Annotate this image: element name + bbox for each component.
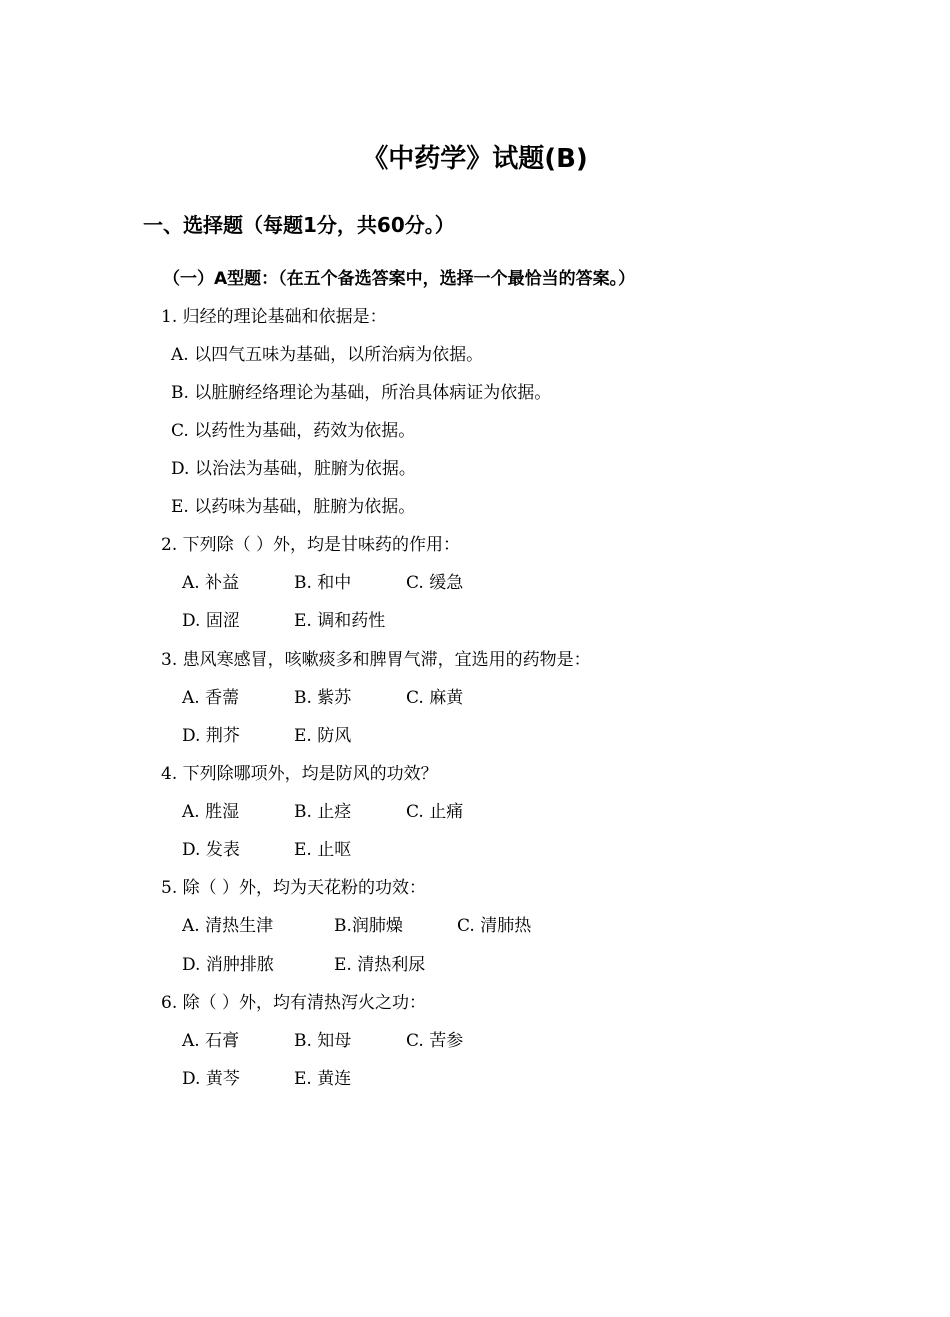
question-5-option-e: E. 清热利尿 bbox=[334, 955, 426, 975]
question-3-option-c: C. 麻黄 bbox=[406, 688, 464, 708]
question-2-option-a: A. 补益 bbox=[182, 573, 240, 593]
question-2-option-b: B. 和中 bbox=[294, 573, 352, 593]
question-2-option-e: E. 调和药性 bbox=[294, 611, 386, 631]
question-4-option-a: A. 胜湿 bbox=[182, 802, 240, 822]
question-6-option-a: A. 石膏 bbox=[182, 1031, 240, 1051]
question-3-option-b: B. 紫苏 bbox=[294, 688, 352, 708]
question-4-option-c: C. 止痛 bbox=[406, 802, 464, 822]
question-1-stem: 1. 归经的理论基础和依据是： bbox=[161, 307, 387, 327]
question-3-option-e: E. 防风 bbox=[294, 726, 352, 746]
question-2-option-c: C. 缓急 bbox=[406, 573, 464, 593]
question-5-option-b: B.润肺燥 bbox=[334, 916, 403, 936]
question-2-option-d: D. 固涩 bbox=[182, 611, 240, 631]
question-3-option-d: D. 荆芥 bbox=[182, 726, 240, 746]
question-5-option-a: A. 清热生津 bbox=[182, 916, 274, 936]
section-heading: 一、选择题（每题1分，共60分。） bbox=[143, 213, 455, 237]
question-4-option-b: B. 止痉 bbox=[294, 802, 352, 822]
subsection-heading: （一）A型题：（在五个备选答案中，选择一个最恰当的答案。） bbox=[163, 269, 636, 289]
question-1-option-d: D. 以治法为基础，脏腑为依据。 bbox=[171, 459, 416, 479]
question-5-option-d: D. 消肿排脓 bbox=[182, 955, 274, 975]
question-6-option-e: E. 黄连 bbox=[294, 1069, 352, 1089]
question-6-stem: 6. 除（ ）外，均有清热泻火之功： bbox=[161, 993, 427, 1013]
document-title: 《中药学》试题(B) bbox=[362, 144, 588, 174]
question-1-option-b: B. 以脏腑经络理论为基础，所治具体病证为依据。 bbox=[171, 383, 552, 403]
question-1-option-c: C. 以药性为基础，药效为依据。 bbox=[171, 421, 416, 441]
question-6-option-c: C. 苦参 bbox=[406, 1031, 464, 1051]
question-3-option-a: A. 香薷 bbox=[182, 688, 240, 708]
question-1-option-a: A. 以四气五味为基础，以所治病为依据。 bbox=[171, 345, 484, 365]
question-5-stem: 5. 除（ ）外，均为天花粉的功效： bbox=[161, 878, 427, 898]
question-4-option-d: D. 发表 bbox=[182, 840, 240, 860]
question-6-option-d: D. 黄芩 bbox=[182, 1069, 240, 1089]
question-2-stem: 2. 下列除（ ）外，均是甘味药的作用： bbox=[161, 535, 461, 555]
question-6-option-b: B. 知母 bbox=[294, 1031, 352, 1051]
question-3-stem: 3. 患风寒感冒，咳嗽痰多和脾胃气滞，宜选用的药物是： bbox=[161, 650, 591, 670]
question-4-stem: 4. 下列除哪项外，均是防风的功效？ bbox=[161, 764, 438, 784]
question-5-option-c: C. 清肺热 bbox=[457, 916, 532, 936]
question-4-option-e: E. 止呕 bbox=[294, 840, 352, 860]
question-1-option-e: E. 以药味为基础，脏腑为依据。 bbox=[171, 497, 416, 517]
